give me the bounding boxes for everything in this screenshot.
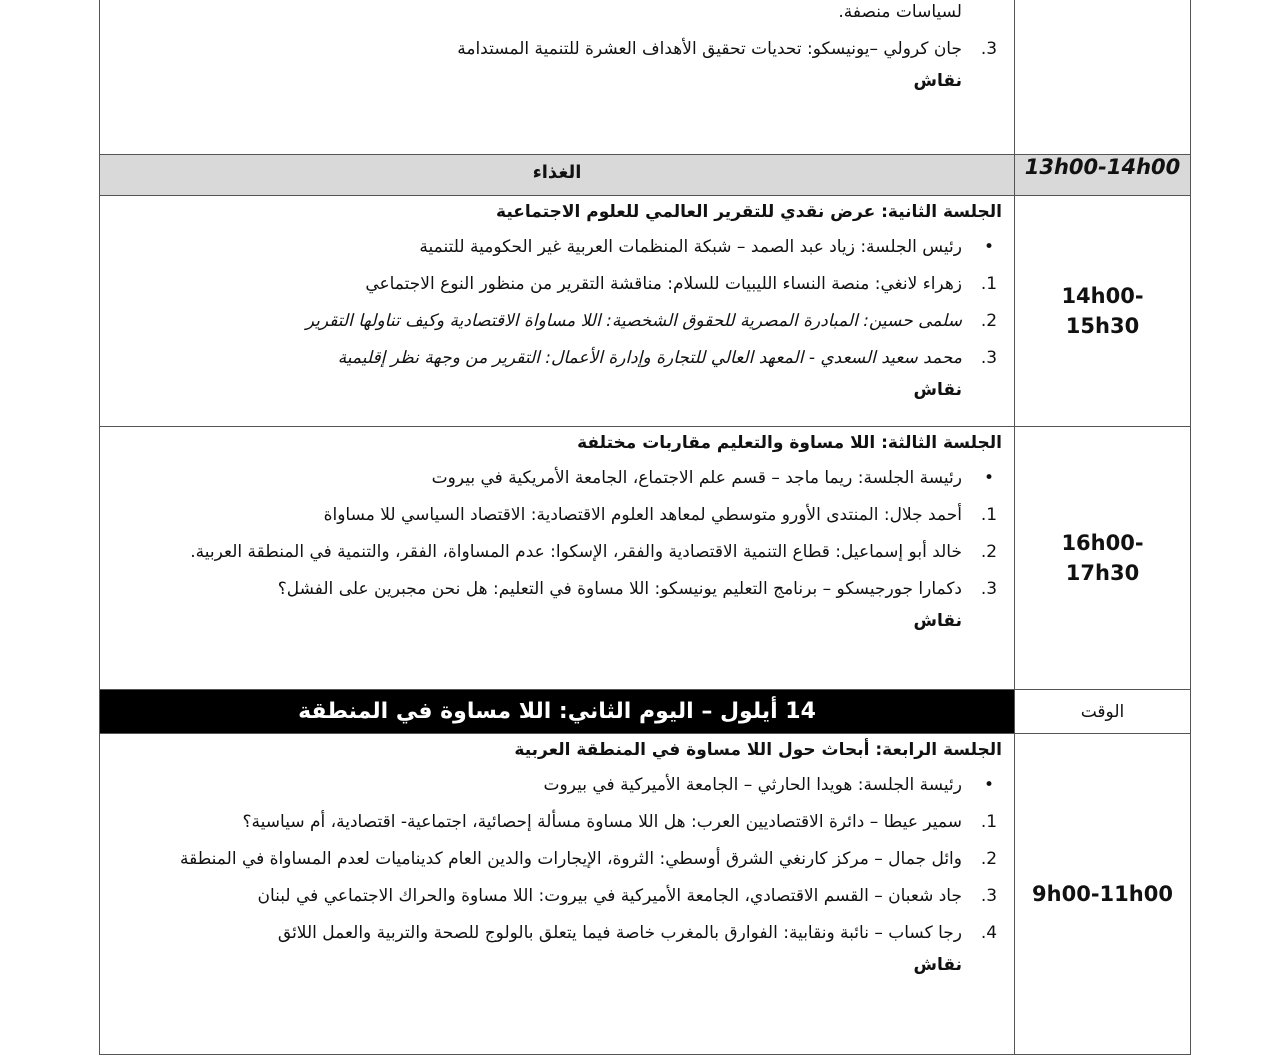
list-marker: 1. [980,812,998,832]
day-2-title: 14 أيلول – اليوم الثاني: اللا مساوة في المنطقة [100,690,1015,734]
list-marker: 2. [980,849,998,869]
session-3-time [1015,427,1191,690]
session-title: الجلسة الرابعة: أبحاث حول اللا مساوة في المنطقة العربية [514,740,1002,760]
session-4-row [100,734,1191,1055]
session-4-time: 9h00-11h00 [1015,734,1191,1055]
session-1-time-cell [1015,0,1191,155]
session-1-content [100,0,1015,155]
list-item [114,881,1002,911]
list-item-text: سلمى حسين: المبادرة المصرية للحقوق الشخصية: اللا مساواة الاقتصادية وكيف تناولها التقرير [305,311,962,331]
session-2-content [100,196,1015,427]
session-1-items [114,0,1002,64]
session-4-items [114,770,1002,948]
session-2-items [114,232,1002,373]
list-item-text: أحمد جلال: المنتدى الأورو متوسطي لمعاهد العلوم الاقتصادية: الاقتصاد السياسي للا مساواة [323,505,962,525]
session-3-row [100,427,1191,690]
list-item [114,918,1002,948]
list-item-text: جان كرولي –يونيسكو: تحديات تحقيق الأهداف العشرة للتنمية المستدامة [457,39,962,59]
list-marker: 3. [980,39,998,59]
list-marker: 2. [980,542,998,562]
list-marker [976,0,1002,27]
list-item [114,574,1002,604]
lunch-row [100,155,1191,196]
list-item-text: زهراء لانغي: منصة النساء الليبيات للسلام: مناقشة التقرير من منظور النوع الاجتماعي [365,274,962,294]
session-4-content [100,734,1015,1055]
list-item-text: دكمارا جورجيسكو – برنامج التعليم يونيسكو: اللا مساوة في التعليم: هل نحن مجبرين على الفشل؟ [277,579,962,599]
lunch-label: الغذاء [532,162,582,183]
time-end: 17h30 [1065,561,1140,585]
time-start: 16h00- [1061,531,1144,555]
session-1-row [100,0,1191,155]
list-item-text: رجا كساب – نائبة ونقابية: الفوارق بالمغرب خاصة فيما يتعلق بالولوج للصحة والتربية والعمل اللائق [277,923,962,943]
discussion-label: نقاش [913,955,962,975]
list-item [114,232,1002,262]
session-2-time [1015,196,1191,427]
list-item [114,844,1002,874]
list-marker: • [983,237,995,257]
list-item-text: رئيس الجلسة: زياد عبد الصمد – شبكة المنظمات العربية غير الحكومية للتنمية [419,237,962,257]
list-marker: 3. [980,886,998,906]
session-3-content [100,427,1015,690]
list-item-text: خالد أبو إسماعيل: قطاع التنمية الاقتصادية والفقر، الإسكوا: عدم المساواة، الفقر، والتنمية في المنطقة العربية. [190,542,962,562]
list-item [114,306,1002,336]
list-marker: • [983,468,995,488]
list-marker: 1. [980,505,998,525]
session-title: الجلسة الثانية: عرض نقدي للتقرير العالمي للعلوم الاجتماعية [496,202,1002,222]
lunch-time: 13h00-14h00 [1015,155,1191,196]
time-start: 14h00- [1061,284,1144,308]
time-column-label: الوقت [1015,690,1191,734]
discussion-label: نقاش [913,611,962,631]
day-2-header-row [100,690,1191,734]
list-marker: 1. [980,274,998,294]
list-item [114,807,1002,837]
list-item-text: رئيسة الجلسة: هويدا الحارثي – الجامعة الأميركية في بيروت [543,775,962,795]
session-3-items [114,463,1002,604]
list-marker: 2. [980,311,998,331]
list-item-text: رئيسة الجلسة: ريما ماجد – قسم علم الاجتماع، الجامعة الأمريكية في بيروت [431,468,962,488]
list-item [114,0,1002,27]
list-item [114,770,1002,800]
discussion-label: نقاش [913,71,962,91]
list-item-text: محمد سعيد السعدي - المعهد العالي للتجارة وإدارة الأعمال: التقرير من وجهة نظر إقليمية [337,348,962,368]
list-item [114,269,1002,299]
list-item [114,463,1002,493]
list-item-text: جاد شعبان – القسم الاقتصادي، الجامعة الأميركية في بيروت: اللا مساوة والحراك الاجتماعي في لبنان [257,886,962,906]
session-title: الجلسة الثالثة: اللا مساوة والتعليم مقاربات مختلفة [577,433,1002,453]
list-item [114,34,1002,64]
session-2-row [100,196,1191,427]
list-item [114,343,1002,373]
time-end: 15h30 [1065,314,1140,338]
list-item-text: وائل جمال – مركز كارنغي الشرق أوسطي: الثروة، الإيجارات والدين العام كديناميات لعدم المساواة في المنطقة [180,849,962,869]
list-item [114,537,1002,567]
list-marker: 3. [980,348,998,368]
discussion-label: نقاش [913,380,962,400]
list-item [114,500,1002,530]
list-marker: 3. [980,579,998,599]
list-item-text: سمير عيطا – دائرة الاقتصاديين العرب: هل اللا مساوة مسألة إحصائية، اجتماعية- اقتصادية، أم سياسية؟ [242,812,962,832]
list-marker: 4. [980,923,998,943]
list-item-text: لسياسات منصفة. [838,2,962,22]
list-marker: • [983,775,995,795]
agenda-table [99,0,1191,1055]
lunch-cell [100,155,1015,196]
